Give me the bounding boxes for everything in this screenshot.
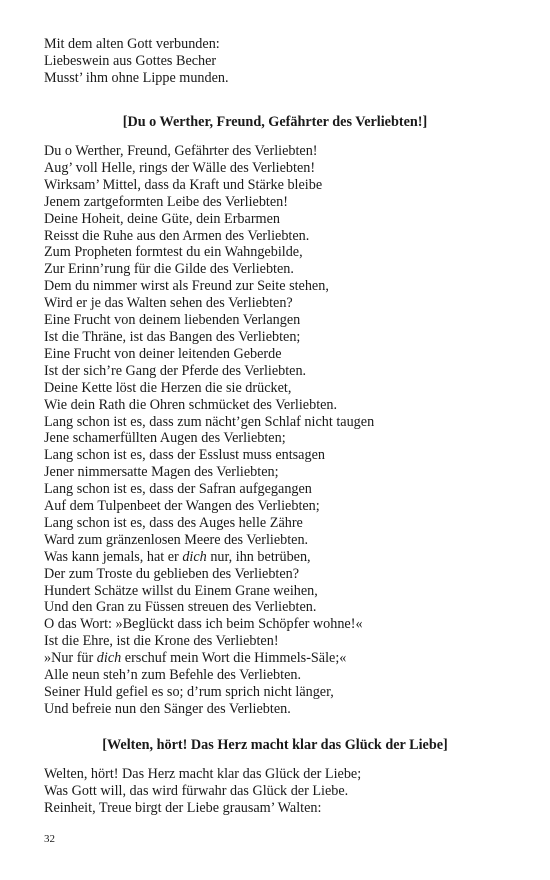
line-text: Wirksam’ Mittel, dass da Kraft und Stärke bleibe (44, 176, 323, 193)
line-text: Aug’ voll Helle, rings der Wälle des Verliebten! (44, 159, 316, 176)
line-text: Ward zum gränzenlosen Meere des Verliebten. (44, 531, 309, 548)
line-text: Hundert Schätze willst du Einem Grane weihen, (44, 582, 318, 599)
poem-line (44, 498, 374, 515)
poem-line (44, 667, 374, 684)
poem-line (44, 566, 374, 583)
poem-line (44, 211, 374, 228)
poem-line (44, 160, 374, 177)
line-text: Der zum Troste du geblieben des Verliebten? (44, 565, 300, 582)
line-text: Wird er je das Walten sehen des Verliebten? (44, 295, 293, 312)
line-text: O das Wort: »Beglückt dass ich beim Schöpfer wohne!« (44, 616, 363, 633)
poem-line (44, 244, 374, 261)
line-text: Deine Kette löst die Herzen die sie drücket, (44, 379, 292, 396)
poem-line (44, 143, 374, 160)
line-text: Zur Erinn’rung für die Gilde des Verliebten. (44, 261, 294, 278)
poem-line (44, 783, 361, 800)
poem-line (44, 194, 374, 211)
line-text: Zum Propheten formtest du ein Wahngebilde, (44, 244, 303, 261)
line-text: Du o Werther, Freund, Gefährter des Verliebten! (44, 143, 318, 159)
poem-line (44, 583, 374, 600)
line-text: Dem du nimmer wirst als Freund zur Seite stehen, (44, 278, 329, 295)
line-text: Und den Gran zu Füssen streuen des Verliebten. (44, 599, 317, 616)
poem-line (44, 346, 374, 363)
line-text: Lang schon ist es, dass des Auges helle Zähre (44, 514, 303, 531)
line-text: Ist der sich’re Gang der Pferde des Verliebten. (44, 362, 307, 379)
poem1-title: [Du o Werther, Freund, Gefährter des Verliebten!] (122, 114, 428, 130)
line-text: Ist die Thräne, ist das Bangen des Verliebten; (44, 328, 301, 345)
line-text: Deine Hoheit, deine Güte, dein Erbarmen (44, 210, 280, 227)
line-text: Jenem zartgeformten Leibe des Verliebten! (44, 193, 288, 210)
emphasized-text: dich (96, 650, 122, 667)
line-text: Auf dem Tulpenbeet der Wangen des Verliebten; (44, 498, 320, 515)
poem2-title: [Welten, hört! Das Herz macht klar das Glück der Liebe] (102, 737, 448, 753)
poem-line (44, 599, 374, 616)
poem-line (44, 464, 374, 481)
line-text: Lang schon ist es, dass zum nächt’gen Schlaf nicht taugen (44, 413, 375, 430)
poem-line (44, 329, 374, 346)
poem-line (44, 684, 374, 701)
line-text: Was Gott will, das wird fürwahr das Glück der Liebe. (44, 782, 349, 799)
poem-line (44, 633, 374, 650)
poem-line (44, 766, 361, 783)
line-text: Eine Frucht von deinem liebenden Verlangen (44, 312, 301, 329)
line-text: Was kann jemals, hat er (44, 548, 183, 565)
poem-line (44, 800, 361, 817)
line-text: Lang schon ist es, dass der Safran aufgegangen (44, 481, 312, 498)
line-text: Reisst die Ruhe aus den Armen des Verliebten. (44, 227, 310, 244)
line-text: Jene schamerfüllten Augen des Verliebten; (44, 430, 286, 447)
line-text: Reinheit, Treue birgt der Liebe grausam’ Walten: (44, 799, 322, 816)
poem-line (44, 549, 374, 566)
poem-line (44, 312, 374, 329)
intro-stanza (44, 36, 229, 87)
poem-line (44, 261, 374, 278)
poem-line (44, 278, 374, 295)
line-text: »Nur für (44, 650, 97, 667)
line-text: Lang schon ist es, dass der Esslust muss entsagen (44, 447, 325, 464)
poem-line: Musst’ ihm ohne Lippe munden. (44, 69, 229, 86)
poem-line (44, 177, 374, 194)
line-text: Alle neun steh’n zum Befehle des Verliebten. (44, 667, 302, 684)
poem-line (44, 363, 374, 380)
poem-line: Liebeswein aus Gottes Becher (44, 52, 217, 69)
poem-line (44, 650, 374, 667)
poem-line (44, 447, 374, 464)
poem-line (44, 397, 374, 414)
line-text: erschuf mein Wort die Himmels-Säle;« (121, 650, 347, 667)
poem-line (44, 380, 374, 397)
poem-line (44, 616, 374, 633)
line-text: Seiner Huld gefiel es so; d’rum sprich nicht länger, (44, 684, 334, 700)
poem-line (44, 430, 374, 447)
line-text: Eine Frucht von deiner leitenden Geberde (44, 345, 282, 362)
line-text: Und befreie nun den Sänger des Verliebten. (44, 700, 291, 717)
page-number: 32 (44, 833, 55, 845)
line-text: Wie dein Rath die Ohren schmücket des Verliebten. (44, 396, 338, 413)
line-text: nur, ihn betrüben, (206, 548, 311, 565)
poem-line (44, 515, 374, 532)
poem-line (44, 532, 374, 549)
poem-line: Mit dem alten Gott verbunden: (44, 36, 220, 52)
line-text: Ist die Ehre, ist die Krone des Verliebten! (44, 633, 279, 650)
line-text: Welten, hört! Das Herz macht klar das Glück der Liebe; (44, 766, 362, 782)
poem-line (44, 481, 374, 498)
poem1-body (44, 143, 374, 718)
poem-line (44, 295, 374, 312)
emphasized-text: dich (182, 548, 207, 565)
line-text: Jener nimmersatte Magen des Verliebten; (44, 464, 279, 481)
poem-line (44, 414, 374, 431)
poem2-body (44, 766, 361, 817)
poem-line (44, 228, 374, 245)
poem-line (44, 701, 374, 718)
